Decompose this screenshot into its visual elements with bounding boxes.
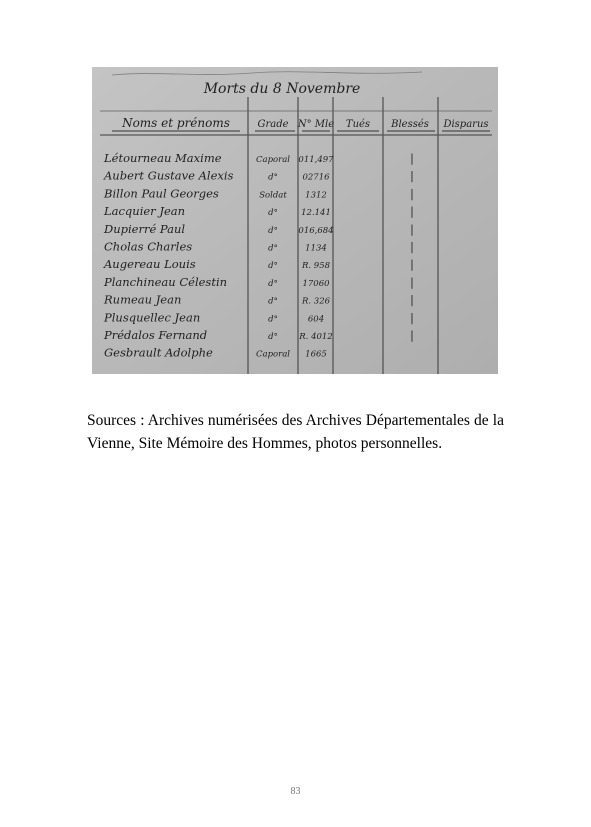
register-name: Létourneau Maxime (104, 151, 222, 165)
page-number: 83 (290, 786, 301, 797)
register-name: Rumeau Jean (104, 292, 182, 307)
register-number: 011,497 (298, 155, 334, 165)
register-name: Augereau Louis (104, 257, 196, 272)
register-grade: d° (268, 225, 278, 236)
register-number: 1665 (305, 349, 327, 360)
register-name: Plusquellec Jean (104, 310, 201, 325)
register-grade: d° (268, 296, 278, 307)
register-number: R. 958 (301, 261, 331, 272)
wounded-mark: | (410, 222, 414, 236)
register-grade: d° (268, 243, 278, 254)
register-number: 604 (307, 314, 325, 325)
register-number: 12.141 (301, 208, 331, 219)
wounded-mark: | (410, 311, 414, 325)
register-number: 1134 (305, 243, 327, 254)
register-name: Dupierré Paul (104, 221, 186, 236)
register-grade: d° (268, 261, 278, 272)
wounded-mark: | (410, 205, 414, 219)
archive-register-photo (92, 67, 498, 374)
column-header: Disparus (443, 119, 489, 130)
register-number: 17060 (302, 278, 330, 289)
wounded-mark: | (410, 240, 414, 254)
register-grade: d° (268, 278, 278, 289)
register-name: Aubert Gustave Alexis (104, 168, 234, 183)
register-name: Cholas Charles (104, 239, 193, 254)
wounded-mark: | (410, 152, 414, 165)
wounded-mark: | (410, 275, 414, 289)
register-grade: Caporal (256, 349, 290, 360)
register-heading: Morts du 8 Novembre (203, 81, 361, 97)
column-header: N° Mle (297, 119, 335, 130)
column-header: Noms et prénoms (122, 116, 230, 130)
wounded-mark: | (410, 293, 414, 307)
register-name: Billon Paul Georges (104, 186, 219, 201)
wounded-mark: | (410, 169, 414, 183)
wounded-mark: | (410, 258, 414, 272)
register-grade: d° (268, 332, 278, 342)
register-number: R. 326 (301, 296, 331, 307)
register-number: 02716 (302, 172, 330, 183)
register-name: Lacquier Jean (104, 204, 186, 219)
wounded-mark: | (410, 187, 414, 201)
register-name: Gesbrault Adolphe (104, 345, 213, 360)
column-header: Blessés (391, 119, 429, 130)
register-number: R. 4012 (299, 332, 333, 342)
wounded-mark: | (410, 329, 414, 342)
register-grade: Soldat (259, 190, 287, 201)
register-number: 1312 (305, 190, 327, 201)
register-number: 016,684 (298, 225, 334, 236)
register-grade: d° (268, 172, 278, 183)
register-grade: Caporal (256, 155, 290, 165)
register-name: Prédalos Fernand (104, 328, 208, 342)
column-header: Grade (257, 119, 289, 130)
register-grade: d° (268, 314, 278, 325)
sources-caption: Sources : Archives numérisées des Archives Départementales de la Vienne, Site Mémoire des Hommes, photos personnelles. (87, 412, 504, 452)
register-name: Planchineau Célestin (104, 274, 228, 289)
register-grade: d° (268, 208, 278, 219)
column-header: Tués (345, 119, 371, 130)
